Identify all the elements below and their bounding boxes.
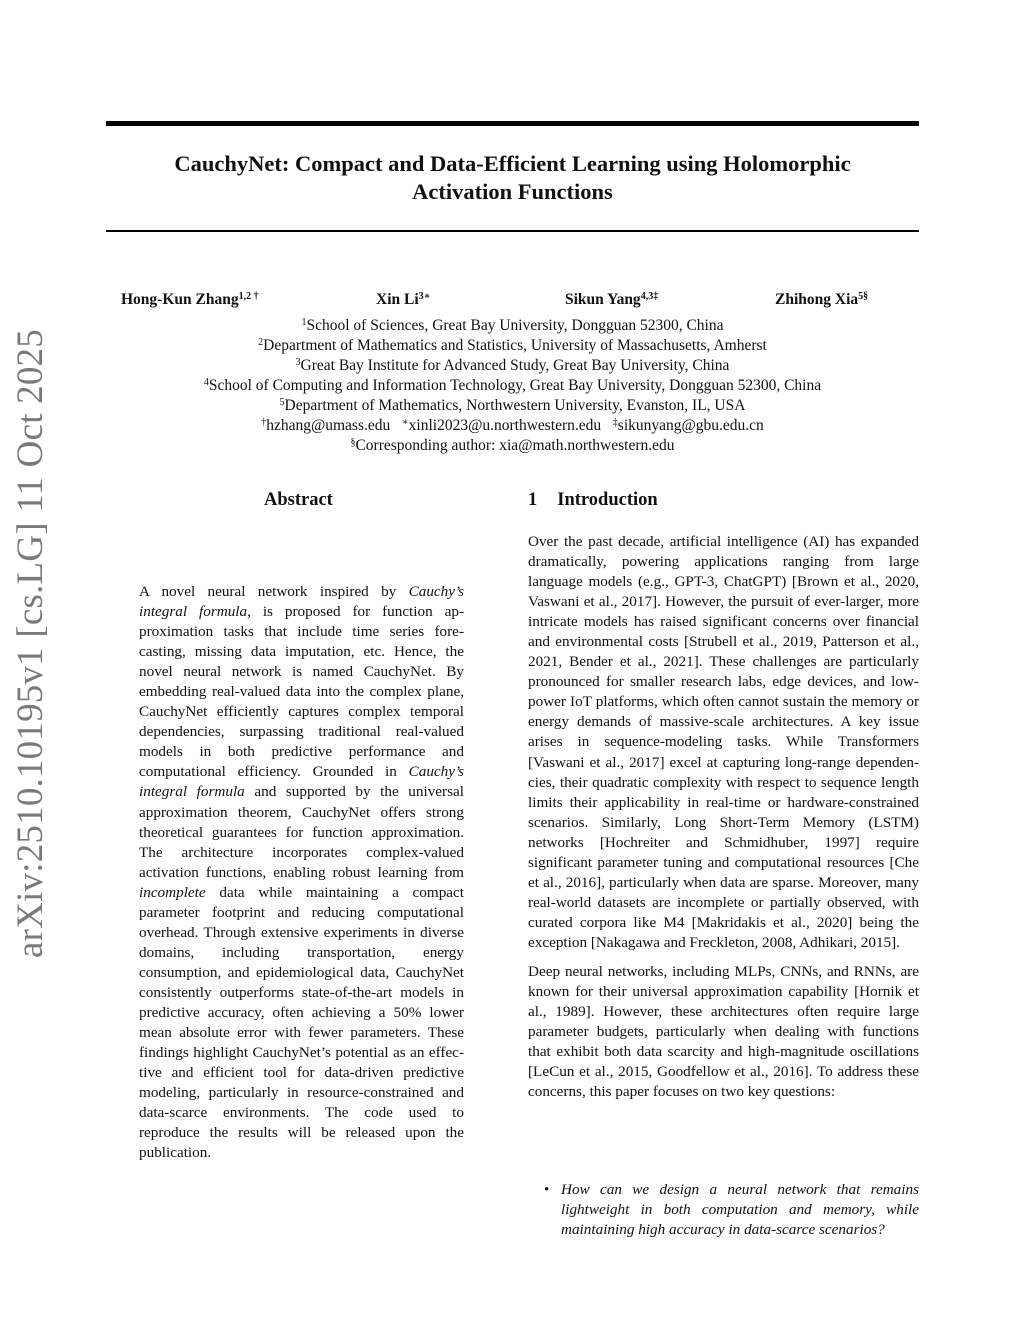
- abstract-emphasis: Cauchy’s integral formula: [139, 763, 464, 801]
- abstract-text: A novel neural network inspired by: [139, 583, 409, 600]
- section-title: Introduction: [557, 490, 658, 510]
- corresponding-text: Corresponding author: xia@math.northwestern.edu: [355, 437, 675, 454]
- email-superscript: ∗: [401, 417, 409, 428]
- introduction-heading: [528, 490, 658, 511]
- corresponding-author: [106, 433, 919, 456]
- affiliation-text: School of Sciences, Great Bay University, Dongguan 52300, China: [306, 317, 724, 334]
- author-name: Zhihong Xia: [775, 291, 859, 308]
- question-text: How can we design a neural network that remains lightweight in both computation and memory, while maintaining high accuracy in data-scarce scenarios?: [561, 1181, 919, 1239]
- arxiv-identifier: arXiv:2510.10195v1 [cs.LG] 11 Oct 2025: [10, 329, 51, 958]
- author-1: [121, 291, 259, 309]
- introduction-paragraph-1: Over the past decade, artificial intelligence (AI) has expanded dramatically, powering applications ranging from large language models (e.g., GPT-3, ChatGPT) [Brown et al., 2020, Vaswani et al., 2017]. However, the pursuit of ever-larger, more intricate models has raised significant concerns over financial and environmental costs [Strubell et al., 2019, Patterson et al., 2021, Bender et al., 2021]. These challenges are particularly pronounced for smaller research labs, edge devices, and low-power IoT platforms, which often cannot sustain the memory or energy demands of massive-scale architectures. A key issue arises in sequence-modeling tasks. While Transformers [Vaswani et al., 2017] excel at capturing long-range dependencies, their quadratic complexity with respect to sequence length limits their applicability in real-time or hardware-constrained scenarios. Similarly, Long Short-Term Memory (LSTM) networks [Hochreiter and Schmidhuber, 1997] require significant parameter tuning and computational resources [Che et al., 2016], particularly when data are sparse. Moreover, many real-world datasets are incomplete or partially observed, with curated corpora like M4 [Makridakis et al., 2020] being the exception [Nakagawa and Freckleton, 2008, Adhikari, 2015].: [528, 533, 919, 951]
- title-top-rule: [106, 121, 919, 126]
- author-superscript: 4,3‡: [640, 291, 659, 302]
- corresponding-superscript: §: [350, 437, 356, 448]
- affiliation-superscript: 5: [279, 397, 285, 408]
- author-superscript: 3∗: [418, 291, 431, 302]
- affiliation-superscript: 3: [295, 357, 301, 368]
- abstract-text: and supported by the universal approximation theorem, CauchyNet offers strong theoretical guarantees for function approximation. The architecture incorporates complex-valued activation functions, enabling robust learning from: [139, 783, 464, 881]
- email-text: sikunyang@gbu.edu.cn: [617, 417, 764, 434]
- email-text: xinli2023@u.northwestern.edu: [408, 417, 602, 434]
- introduction-paragraph-2: Deep neural networks, including MLPs, CNNs, and RNNs, are known for their universal approximation capability [Hornik et al., 1989]. However, these architectures often require large parameter budgets, particularly when dealing with functions that exhibit both data scarcity and high-magnitude oscillations [LeCun et al., 2015, Goodfellow et al., 2016]. To address these concerns, this paper focuses on two key questions:: [528, 962, 919, 1101]
- affiliation-text: Department of Mathematics and Statistics, University of Massachusetts, Amherst: [263, 337, 767, 354]
- question-bullet-1: [528, 1180, 919, 1240]
- paper-title: [106, 150, 919, 206]
- introduction-body: [528, 532, 919, 1102]
- affiliation-superscript: 2: [258, 337, 264, 348]
- affiliation-superscript: 4: [203, 377, 209, 388]
- abstract-text: , is proposed for function approximation tasks that include time series forecasting, missing data imputation, etc. Hence, the novel neural network is named CauchyNet. By embedding real-valued data into the complex plane, CauchyNet efficiently captures complex temporal dependencies, surpassing traditional real-valued models in both predictive performance and computational efficiency. Grounded in: [139, 603, 464, 781]
- title-bottom-rule: [106, 230, 919, 232]
- author-4: [775, 291, 868, 309]
- affiliation-text: Great Bay Institute for Advanced Study, Great Bay University, China: [300, 357, 730, 374]
- email-superscript: ‡: [612, 417, 618, 428]
- author-superscript: 1,2 †: [238, 291, 259, 302]
- affiliation-superscript: 1: [301, 317, 307, 328]
- email-text: hzhang@umass.edu: [266, 417, 391, 434]
- affiliation-text: School of Computing and Information Technology, Great Bay University, Dongguan 52300, China: [208, 377, 822, 394]
- author-superscript: 5§: [858, 291, 869, 302]
- abstract-emphasis: incomplete: [139, 883, 206, 901]
- abstract-heading: Abstract: [264, 490, 333, 510]
- author-name: Sikun Yang: [565, 291, 641, 308]
- bullet-icon: •: [544, 1181, 550, 1198]
- title-line-1: CauchyNet: Compact and Data-Efficient Learning using Holomorphic: [174, 151, 851, 176]
- abstract-text: data while maintaining a compact parameter footprint and reducing computational overhead. Through extensive experiments in diverse domains, including transportation, energy consumption, and epidemiological data, CauchyNet consistently outperforms state-of-the-art models in predictive accuracy, often achieving a 50% lower mean absolute error with fewer parameters. These findings highlight CauchyNet’s potential as an effective and efficient tool for data-driven predictive modeling, particularly in resource-constrained and data-scarce environments. The code used to reproduce the results will be released upon the publication.: [139, 883, 464, 1162]
- abstract-body: [139, 582, 464, 1163]
- author-name: Hong-Kun Zhang: [121, 291, 239, 308]
- affiliation-text: Department of Mathematics, Northwestern University, Evanston, IL, USA: [284, 397, 746, 414]
- author-2: [376, 291, 431, 309]
- section-number: 1: [528, 490, 538, 510]
- abstract-emphasis: Cauchy’s integral formula: [139, 583, 464, 621]
- email-superscript: †: [261, 417, 267, 428]
- author-3: [565, 291, 658, 309]
- abstract-paragraph: [139, 582, 464, 1163]
- author-name: Xin Li: [376, 291, 419, 308]
- title-line-2: Activation Functions: [412, 179, 613, 204]
